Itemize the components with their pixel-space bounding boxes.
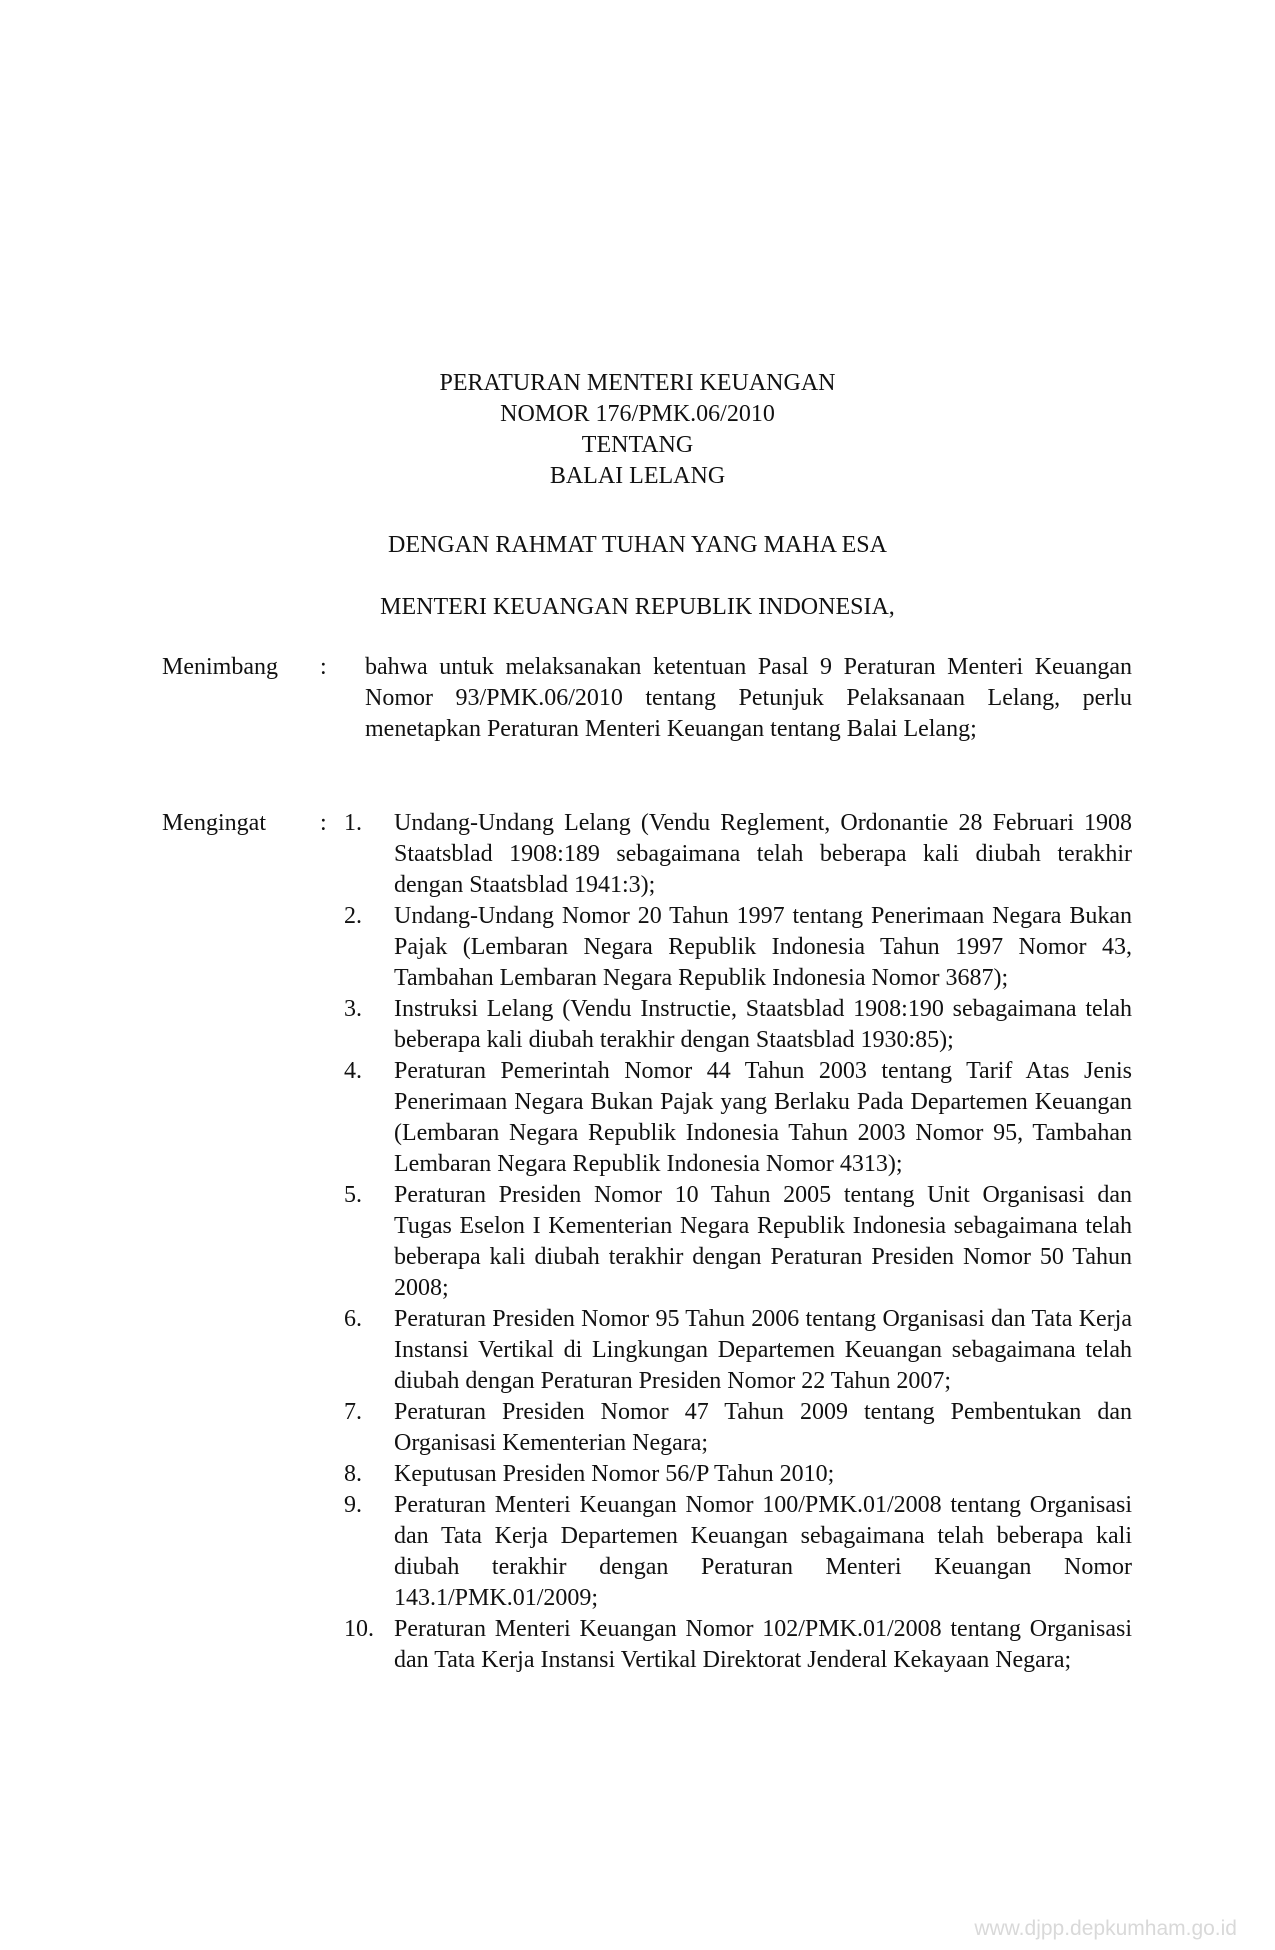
item-text: Peraturan Presiden Nomor 47 Tahun 2009 tentang Pembentukan dan Organisasi Kementerian Negara;: [394, 1399, 1132, 1456]
item-number: 3.: [344, 996, 362, 1022]
item-text: Peraturan Menteri Keuangan Nomor 100/PMK.01/2008 tentang Organisasi dan Tata Kerja Departemen Keuangan sebagaimana telah beberapa kali diubah terakhir dengan Peraturan Menteri Keuangan Nomor 143.1/PMK.01/2009;: [394, 1492, 1132, 1611]
item-text: Undang-Undang Lelang (Vendu Reglement, Ordonantie 28 Februari 1908 Staatsblad 1908:189 sebagaimana telah beberapa kali diubah terakhir dengan Staatsblad 1941:3);: [394, 810, 1132, 898]
title-line-1: PERATURAN MENTERI KEUANGAN: [439, 370, 836, 396]
title-line-3: TENTANG: [581, 432, 694, 458]
item-text: Instruksi Lelang (Vendu Instructie, Staatsblad 1908:190 sebagaimana telah beberapa kali diubah terakhir dengan Staatsblad 1930:85);: [394, 996, 1132, 1053]
item-text: Peraturan Presiden Nomor 10 Tahun 2005 tentang Unit Organisasi dan Tugas Eselon I Kementerian Negara Republik Indonesia sebagaimana telah beberapa kali diubah terakhir dengan Peraturan Presiden Nomor 50 Tahun 2008;: [394, 1182, 1132, 1301]
item-text: Peraturan Pemerintah Nomor 44 Tahun 2003 tentang Tarif Atas Jenis Penerimaan Negara Bukan Pajak yang Berlaku Pada Departemen Keuangan (Lembaran Negara Republik Indonesia Tahun 2003 Nomor 95, Tambahan Lembaran Negara Republik Indonesia Nomor 4313);: [394, 1058, 1132, 1177]
mengingat-item: [344, 901, 1132, 994]
menimbang-colon: :: [320, 654, 327, 680]
mengingat-item: [344, 1304, 1132, 1397]
item-number: 7.: [344, 1399, 362, 1425]
item-number: 1.: [344, 810, 362, 836]
menimbang-label: Menimbang: [162, 654, 278, 680]
item-text: Keputusan Presiden Nomor 56/P Tahun 2010;: [394, 1461, 835, 1487]
blessing-line: DENGAN RAHMAT TUHAN YANG MAHA ESA: [388, 532, 887, 558]
mengingat-colon: :: [320, 810, 327, 836]
item-number: 6.: [344, 1306, 362, 1332]
menimbang-text: bahwa untuk melaksanakan ketentuan Pasal 9 Peraturan Menteri Keuangan Nomor 93/PMK.06/2010 tentang Petunjuk Pelaksanaan Lelang, perlu menetapkan Peraturan Menteri Keuangan tentang Balai Lelang;: [365, 654, 1132, 742]
mengingat-list: [344, 808, 1132, 1676]
item-number: 5.: [344, 1182, 362, 1208]
item-number: 9.: [344, 1492, 362, 1518]
item-number: 8.: [344, 1461, 362, 1487]
mengingat-item: [344, 994, 1132, 1056]
mengingat-item: [344, 808, 1132, 901]
mengingat-item: [344, 1490, 1132, 1614]
mengingat-item: [344, 1180, 1132, 1304]
mengingat-label: Mengingat: [162, 810, 266, 836]
title-line-2: NOMOR 176/PMK.06/2010: [500, 401, 775, 427]
mengingat-item: [344, 1459, 1132, 1490]
mengingat-item: [344, 1397, 1132, 1459]
item-number: 10.: [344, 1616, 374, 1642]
regulation-title: [0, 368, 1275, 492]
mengingat-item: [344, 1614, 1132, 1676]
mengingat-item: [344, 1056, 1132, 1180]
item-text: Peraturan Menteri Keuangan Nomor 102/PMK.01/2008 tentang Organisasi dan Tata Kerja Instansi Vertikal Direktorat Jenderal Kekayaan Negara;: [394, 1616, 1132, 1673]
minister-line: MENTERI KEUANGAN REPUBLIK INDONESIA,: [380, 594, 895, 620]
item-text: Peraturan Presiden Nomor 95 Tahun 2006 tentang Organisasi dan Tata Kerja Instansi Vertikal di Lingkungan Departemen Keuangan sebagaimana telah diubah dengan Peraturan Presiden Nomor 22 Tahun 2007;: [394, 1306, 1132, 1394]
title-line-4: BALAI LELANG: [549, 463, 726, 489]
watermark-url: www.djpp.depkumham.go.id: [974, 1917, 1237, 1940]
item-number: 2.: [344, 903, 362, 929]
item-number: 4.: [344, 1058, 362, 1084]
item-text: Undang-Undang Nomor 20 Tahun 1997 tentang Penerimaan Negara Bukan Pajak (Lembaran Negara Republik Indonesia Tahun 1997 Nomor 43, Tambahan Lembaran Negara Republik Indonesia Nomor 3687);: [394, 903, 1132, 991]
